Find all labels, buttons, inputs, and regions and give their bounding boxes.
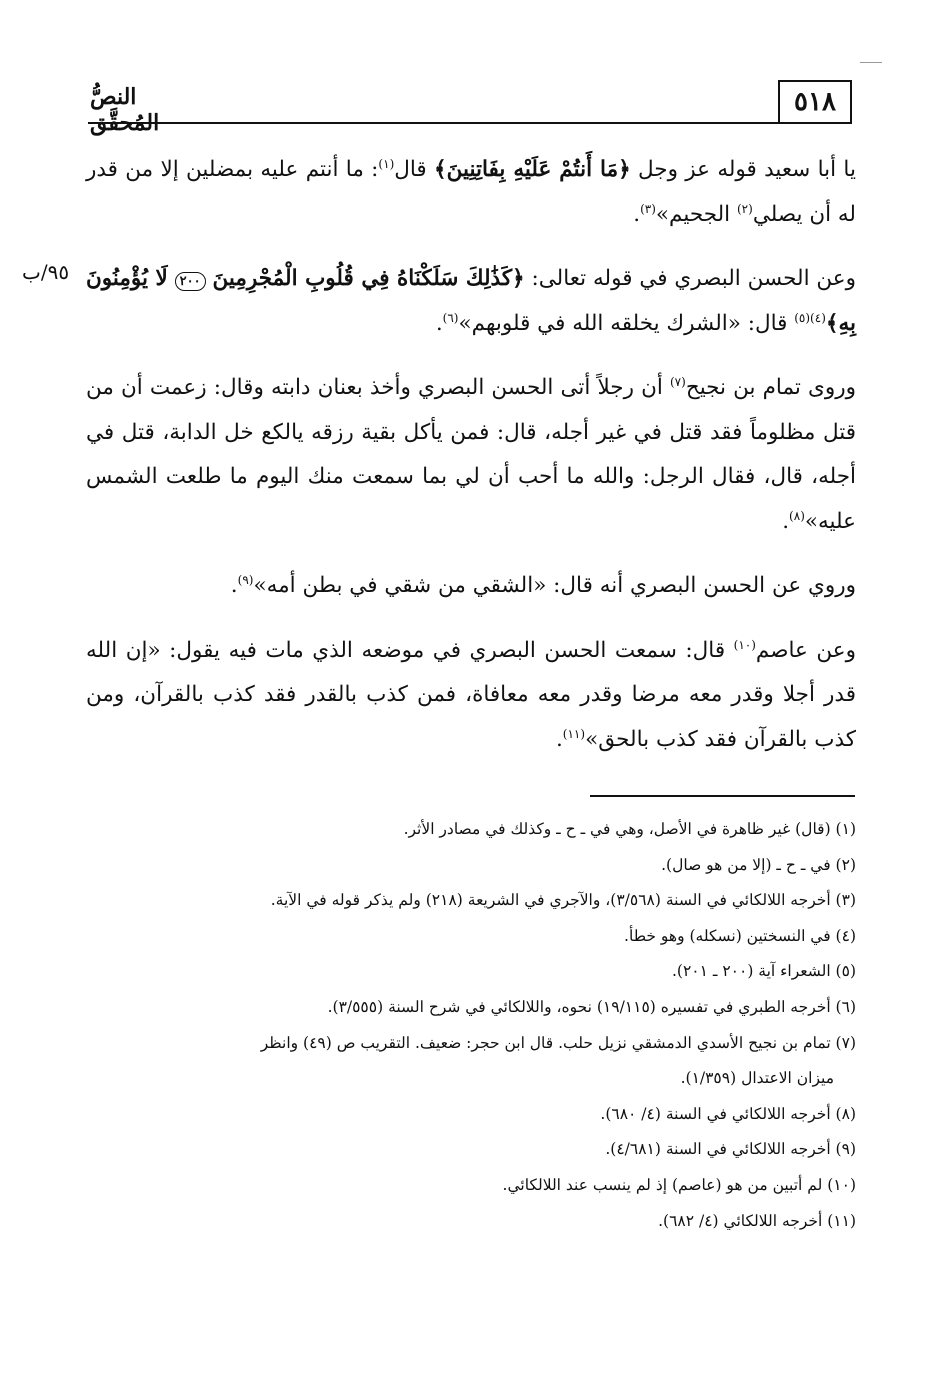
text-run: قال: سمعت الحسن البصري في موضعه الذي مات فيه يقول: «إن الله قدر أجلا وقدر معه مرضا وقدر معه معافاة، فمن كذب بالقدر فقد كذب بالقرآن، ومن كذب بالقرآن فقد كذب بالحق»: [86, 637, 856, 752]
footnote-9: (٩) أخرجه اللالكائي في السنة (٤/٦٨١).: [605, 1140, 856, 1159]
text-run: .: [782, 508, 790, 534]
footnote-ref[interactable]: (١١): [562, 726, 586, 741]
scan-mark: [860, 62, 882, 63]
ayah-number-marker: ٢٠٠: [175, 272, 206, 291]
footnote-11: (١١) أخرجه اللالكائي (٤/ ٦٨٢).: [658, 1211, 856, 1230]
text-run: وعن عاصم: [755, 637, 856, 663]
text-run: قال: «الشرك يخلقه الله في قلوبهم»: [458, 310, 795, 336]
quran-verse: لَا يُؤْمِنُونَ بِهِ﴾: [86, 266, 856, 336]
paragraph-4: [86, 564, 856, 609]
text-run: وروي عن الحسن البصري أنه قال: «الشقي من شقي في بطن أمه»: [253, 573, 856, 598]
footnote-separator: [590, 795, 855, 797]
quran-verse: ﴿مَا أَنتُمْ عَلَيْهِ بِفَاتِنِينَ﴾: [434, 157, 631, 182]
text-run: .: [633, 201, 641, 227]
footnote-ref[interactable]: (٩): [237, 572, 254, 587]
running-title: النصُّ المُحقَّق: [90, 84, 160, 136]
footnote-ref[interactable]: (٧): [669, 374, 686, 389]
text-run: الجحيم»: [655, 201, 737, 227]
footnote-ref[interactable]: (٣): [640, 201, 656, 216]
footnote-1: (١) (قال) غير ظاهرة في الأصل، وهي في ـ ح ـ وكذلك في مصادر الأثر.: [403, 820, 856, 838]
paragraph-2: [86, 257, 856, 346]
text-run: .: [435, 310, 443, 336]
footnote-6: (٦) أخرجه الطبري في تفسيره (١٩/١١٥) نحوه، واللالكائي في شرح السنة (٣/٥٥٥).: [327, 997, 856, 1016]
margin-folio-note: ٩٥/ب: [22, 260, 70, 284]
text-run: أن رجلاً أتى الحسن البصري وأخذ بعنان دابته وقال: زعمت أن من قتل مظلوماً فقد قتل في غير أجله، قال: فمن يأكل بقية رزقه يالكع خل الدابة، قتل في أجله، قال، فقال الرجل: والله ما أحب أن لي بما سمعت منك اليوم ما طلعت الشمس عليه»: [86, 375, 856, 534]
footnote-ref[interactable]: (١): [378, 156, 395, 171]
header-rule: [88, 122, 852, 124]
paragraph-5: [86, 629, 856, 763]
footnote-7-continued: [86, 1061, 856, 1097]
footnote-10: (١٠) لم أتبين من هو (عاصم) إذ لم ينسب عند اللالكائي.: [502, 1175, 856, 1194]
footnote-2: (٢) في ـ ح ـ (إلا من هو صال).: [661, 855, 856, 874]
footnote-continuation: ميزان الاعتدال (١/٣٥٩).: [680, 1069, 834, 1088]
footnote-4: (٤) في النسختين (نسكله) وهو خطأ.: [624, 926, 856, 945]
page-number: ٥١٨: [778, 80, 852, 124]
footnote-ref[interactable]: (٤)(٥): [794, 310, 826, 325]
text-run: : ما أنتم عليه بمضلين إلا من قدر له أن يصلي: [86, 157, 856, 227]
footnote-ref[interactable]: (٢): [736, 201, 753, 216]
text-run: يا أبا سعيد قوله عز وجل: [630, 157, 856, 182]
footnote-ref[interactable]: (٦): [442, 310, 459, 325]
paragraph-1: [86, 148, 856, 237]
footnote-ref[interactable]: (٨): [789, 508, 805, 523]
text-run: قال: [394, 157, 435, 182]
text-run: .: [555, 726, 563, 752]
text-run: وعن الحسن البصري في قوله تعالى:: [524, 266, 856, 291]
paragraph-3: [86, 366, 856, 544]
text-run: وروى تمام بن نجيح: [685, 375, 856, 400]
footnote-ref[interactable]: (١٠): [733, 637, 756, 652]
text-run: .: [230, 573, 238, 598]
footnote-7: (٧) تمام بن نجيح الأسدي الدمشقي نزيل حلب. قال ابن حجر: ضعيف. التقريب ص (٤٩) وانظر: [260, 1033, 856, 1052]
footnote-3: (٣) أخرجه اللالكائي في السنة (٣/٥٦٨)، والآجري في الشريعة (٢١٨) ولم يذكر قوله في الآية.: [270, 891, 856, 910]
footnote-5: (٥) الشعراء آية (٢٠٠ ـ ٢٠١).: [671, 962, 856, 981]
quran-verse: ﴿كَذَٰلِكَ سَلَكْنَاهُ فِي قُلُوبِ الْمُجْرِمِينَ: [212, 266, 525, 291]
main-text: [86, 148, 856, 782]
footnotes: [86, 812, 856, 1239]
footnote-8: (٨) أخرجه اللالكائي في السنة (٤/ ٦٨٠).: [600, 1104, 856, 1123]
